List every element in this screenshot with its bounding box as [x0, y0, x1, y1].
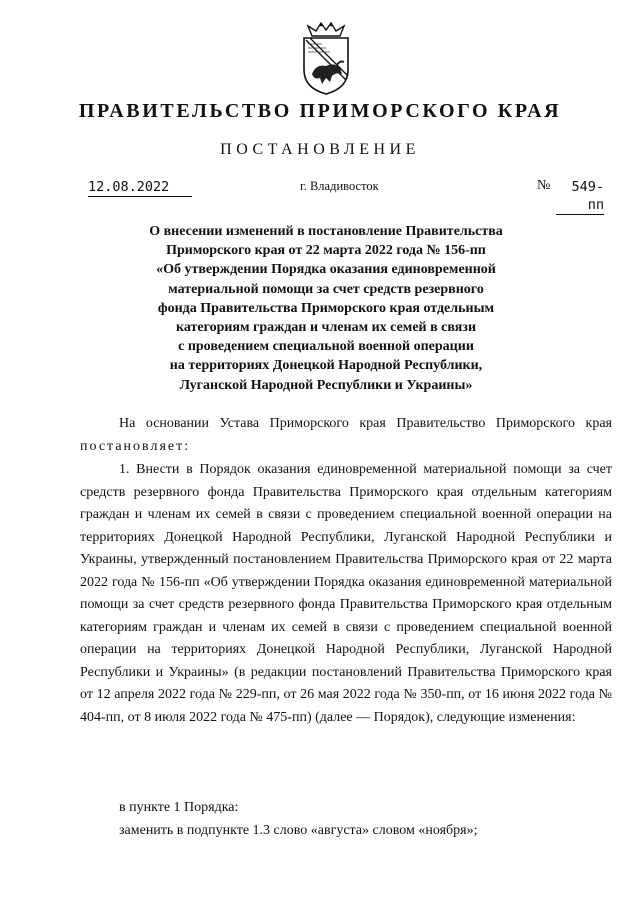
intro-paragraph	[80, 413, 612, 458]
subject-line: Приморского края от 22 марта 2022 года № 156-пп	[166, 243, 486, 259]
intro-verb: постановляет:	[80, 438, 191, 454]
document-type: ПОСТАНОВЛЕНИЕ	[220, 141, 420, 158]
government-title: ПРАВИТЕЛЬСТВО ПРИМОРСКОГО КРАЯ	[78, 100, 562, 122]
document-meta	[0, 178, 640, 213]
number-sign: №	[537, 178, 551, 193]
subject-line: материальной помощи за счет средств резервного	[168, 281, 484, 297]
subject-line: Луганской Народной Республики и Украины»	[179, 377, 473, 393]
subject-line: на территориях Донецкой Народной Республики,	[169, 358, 483, 374]
item-1-change-paragraph: заменить в подпункте 1.3 слово «августа» словом «ноября»;	[119, 823, 478, 838]
item-1-sub-paragraph: в пункте 1 Порядка:	[119, 800, 239, 815]
subject-line: «Об утверждении Порядка оказания единовременной	[156, 262, 496, 278]
subject-line: с проведением специальной военной операции	[178, 339, 474, 355]
intro-text: На основании Устава Приморского края Правительство Приморского края	[119, 416, 612, 431]
document-city: г. Владивосток	[300, 179, 379, 193]
subject-line: О внесении изменений в постановление Правительства	[149, 224, 503, 239]
document-date: 12.08.2022	[88, 178, 192, 197]
document-subject	[120, 222, 532, 395]
subject-line: фонда Правительства Приморского края отдельным	[157, 300, 495, 316]
coat-of-arms-icon	[296, 22, 356, 96]
subject-line: категориям граждан и членам их семей в связи	[175, 320, 477, 336]
document-number: 549-пп	[556, 178, 604, 215]
item-1-paragraph: 1. Внести в Порядок оказания единовременной материальной помощи за счет средств резервного фонда Правительства Приморского края отдельным категориям граждан и членам их семей в связи с проведением специальной военной операции на территориях Донецкой Народной Республики, Луганской Народной Республики и Украины, утвержденный постановлением Правительства Приморского края от 22 марта 2022 года № 156-пп «Об утверждении Порядка оказания единовременной материальной помощи за счет средств резервного фонда Правительства Приморского края отдельным категориям граждан и членам их семей в связи с проведением специальной военной операции на территориях Донецкой Народной Республики, Луганской Народной Республики и Украины» (в редакции постановлений Правительства Приморского края от 12 апреля 2022 года № 229-пп, от 26 мая 2022 года № 350-пп, от 16 июня 2022 года № 404-пп, от 8 июля 2022 года № 475-пп) (далее — Порядок), следующие изменения:	[80, 462, 612, 725]
